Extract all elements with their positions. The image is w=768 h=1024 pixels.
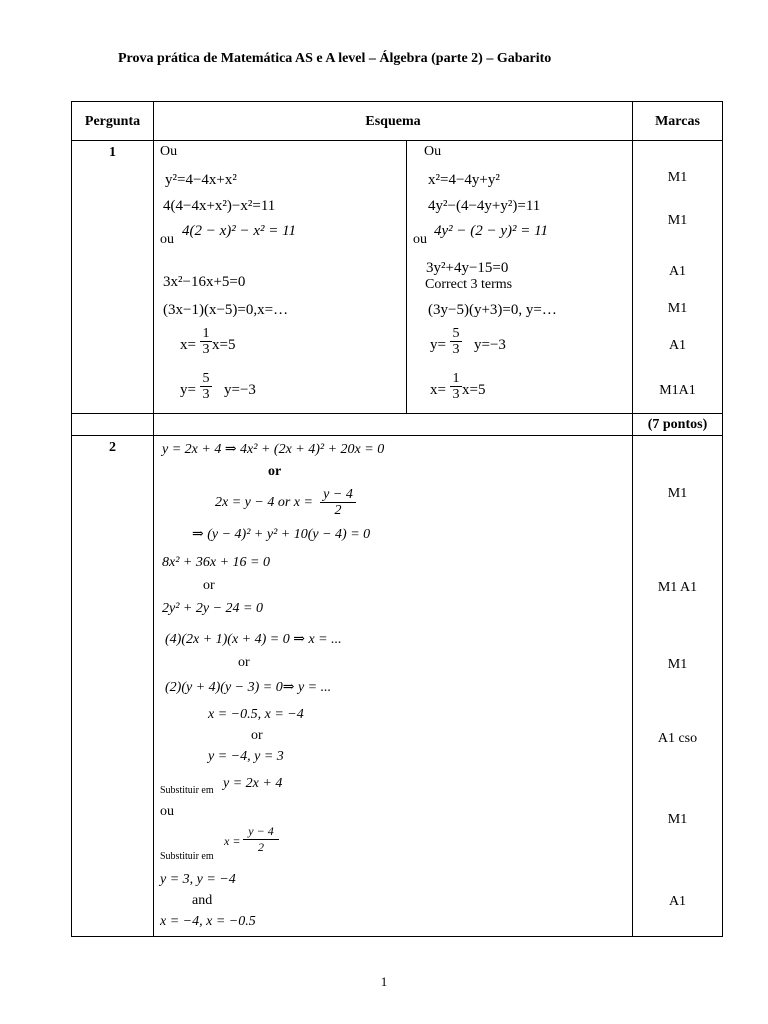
question-number: 2 (109, 440, 116, 455)
equation: 4(4−4x+x²)−x²=11 (163, 198, 276, 214)
equation: y=−3 (224, 382, 256, 398)
fraction: $\frac{y - 4}{2}$ (320, 487, 356, 518)
fraction: $\frac{5}{3}$ (200, 371, 212, 402)
and-label: and (192, 893, 213, 908)
mark: M1 A1 (657, 580, 698, 595)
equation: x = (224, 834, 241, 848)
ou-label: Ou (424, 144, 442, 159)
fraction: $\frac{1}{3}$ (200, 326, 212, 357)
mark: M1 (667, 301, 688, 316)
mark: M1 (667, 170, 688, 185)
mark: A1 (668, 894, 687, 909)
fraction: $\frac{1}{3}$ (450, 371, 462, 402)
equation: 2y² + 2y − 24 = 0 (162, 601, 263, 616)
fraction: $\frac{5}{3}$ (450, 326, 462, 357)
equation: 2x = y − 4 or x = (215, 495, 313, 510)
header-marcas: Marcas (655, 114, 700, 129)
equation: y=−3 (474, 337, 506, 353)
substitute-label: Substituir em (160, 851, 214, 862)
equation: x=5 (462, 382, 486, 398)
equation: y= (180, 382, 196, 398)
equation: y = 2x + 4 (223, 776, 283, 791)
or-label: or (251, 728, 263, 743)
ou-label: ou (160, 232, 174, 247)
or-label: or (203, 578, 215, 593)
document-title: Prova prática de Matemática AS e A level – Álgebra (parte 2) – Gabarito (118, 51, 552, 66)
mark: M1 (667, 213, 688, 228)
equation: y= (430, 337, 446, 353)
note: Correct 3 terms (425, 277, 513, 292)
equation: (3y−5)(y+3)=0, y=… (428, 302, 557, 318)
page-number: 1 (380, 974, 388, 989)
equation: 4(2 − x)² − x² = 11 (182, 223, 297, 239)
or-label: or (238, 655, 250, 670)
mark: A1 (668, 338, 687, 353)
equation: x²=4−4y+y² (428, 172, 500, 188)
mark: M1 (667, 486, 688, 501)
equation: x= (430, 382, 446, 398)
mark: A1 (668, 264, 687, 279)
equation: ⇒ (y − 4)² + y² + 10(y − 4) = 0 (192, 527, 371, 542)
fraction: $\frac{y - 4}{2}$ (243, 824, 279, 855)
points-total: (7 pontos) (647, 417, 708, 432)
ou-label: ou (160, 804, 174, 819)
header-pergunta: Pergunta (84, 114, 141, 129)
equation: x= (180, 337, 196, 353)
equation: 4y² − (2 − y)² = 11 (434, 223, 549, 239)
ou-label: Ou (160, 144, 178, 159)
equation: (4)(2x + 1)(x + 4) = 0 ⇒ x = ... (165, 632, 342, 647)
equation: 3x²−16x+5=0 (163, 274, 246, 290)
equation: 3y²+4y−15=0 (426, 260, 509, 276)
equation: y = 2x + 4 ⇒ 4x² + (2x + 4)² + 20x = 0 (162, 442, 385, 457)
equation: (3x−1)(x−5)=0,x=… (163, 302, 289, 318)
header-esquema: Esquema (365, 114, 421, 129)
mark: M1 (667, 657, 688, 672)
ou-label: ou (413, 232, 427, 247)
equation: y = −4, y = 3 (208, 749, 284, 764)
substitute-label: Substituir em (160, 785, 214, 796)
equation: (2)(y + 4)(y − 3) = 0⇒ y = ... (165, 680, 332, 695)
equation: 8x² + 36x + 16 = 0 (162, 555, 270, 570)
mark: M1 (667, 812, 688, 827)
equation: x = −4, x = −0.5 (160, 914, 256, 929)
mark: M1A1 (659, 383, 696, 398)
equation: 4y²−(4−4y+y²)=11 (428, 198, 541, 214)
mark: A1 cso (657, 731, 698, 746)
equation: y²=4−4x+x² (165, 172, 237, 188)
or-label: or (268, 464, 282, 479)
question-number: 1 (109, 145, 116, 160)
equation: x = −0.5, x = −4 (208, 707, 304, 722)
equation: y = 3, y = −4 (160, 872, 236, 887)
equation: x=5 (212, 337, 236, 353)
